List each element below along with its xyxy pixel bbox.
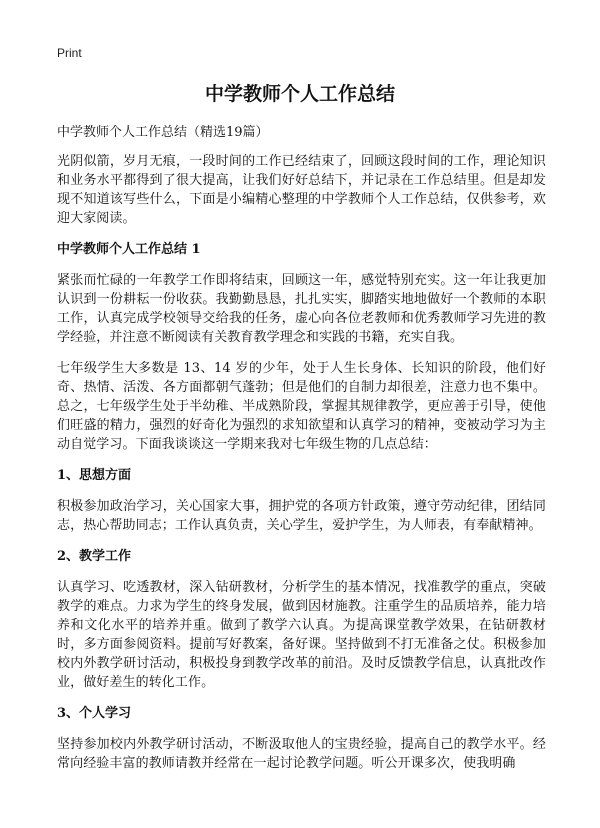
print-link[interactable]: Print <box>57 46 82 60</box>
section-heading-summary-1: 中学教师个人工作总结 1 <box>57 242 201 257</box>
personal-study-paragraph: 坚持参加校内外教学研讨活动，不断汲取他人的宝贵经验，提高自己的教学水平。经常向经验丰富的教师请教并经常在一起讨论教学问题。听公开课多次，使我明确 <box>57 737 546 771</box>
document-body <box>57 152 546 785</box>
summary-1-paragraph-1: 紧张而忙碌的一年教学工作即将结束，回顾这一年，感觉特别充实。这一年让我更加认识到一份耕耘一份收获。我勤勤恳恳，扎扎实实，脚踏实地地做好一个教师的本职工作，认真完成学校领导交给我的任务，虚心向各位老教师和优秀教师学习先进的教学经验，并注意不断阅读有关教育教学理念和实践的书籍，充实自我。 <box>57 273 546 345</box>
page-title: 中学教师个人工作总结 <box>204 83 395 105</box>
subheading-personal-study: 3、个人学习 <box>57 706 132 721</box>
ideology-paragraph: 积极参加政治学习，关心国家大事，拥护党的各项方针政策，遵守劳动纪律，团结同志，热心帮助同志；工作认真负责，关心学生，爱护学生，为人师表，有奉献精神。 <box>57 499 546 533</box>
summary-1-paragraph-2: 七年级学生大多数是 13、14 岁的少年，处于人生长身体、长知识的阶段，他们好奇、热情、活泼、各方面都朝气蓬勃；但是他们的自制力却很差，注意力也不集中。总之，七年级学生处于半幼稚、半成熟阶段，掌握其规律教学，更应善于引导，使他们旺盛的精力，强烈的好奇化为强烈的求知欲望和认真学习的精神，变被动学习为主动自觉学习。下面我谈谈这一学期来我对七年级生物的几点总结： <box>57 361 546 452</box>
document-subtitle: 中学教师个人工作总结（精选19篇） <box>57 125 269 140</box>
teaching-work-paragraph: 认真学习、吃透教材，深入钻研教材，分析学生的基本情况，找准教学的重点，突破教学的难点。力求为学生的终身发展，做到因材施教。注重学生的品质培养，能力培养和文化水平的培养并重。做到了教学六认真。为提高课堂教学效果，在钻研教材时，多方面参阅资料。提前写好教案，备好课。坚持做到不打无准备之仗。积极参加校内外教学研讨活动，积极投身到教学改革的前沿。及时反馈教学信息，认真批改作业，做好差生的转化工作。 <box>57 580 546 690</box>
subheading-ideology: 1、思想方面 <box>57 468 132 483</box>
subheading-teaching-work: 2、教学工作 <box>57 549 132 564</box>
intro-paragraph: 光阴似箭，岁月无痕，一段时间的工作已经结束了，回顾这段时间的工作，理论知识和业务水平都得到了很大提高，让我们好好总结下，并记录在工作总结里。但是却发现不知道该写些什么，下面是小编精心整理的中学教师个人工作总结，仅供参考，欢迎大家阅读。 <box>57 154 546 226</box>
